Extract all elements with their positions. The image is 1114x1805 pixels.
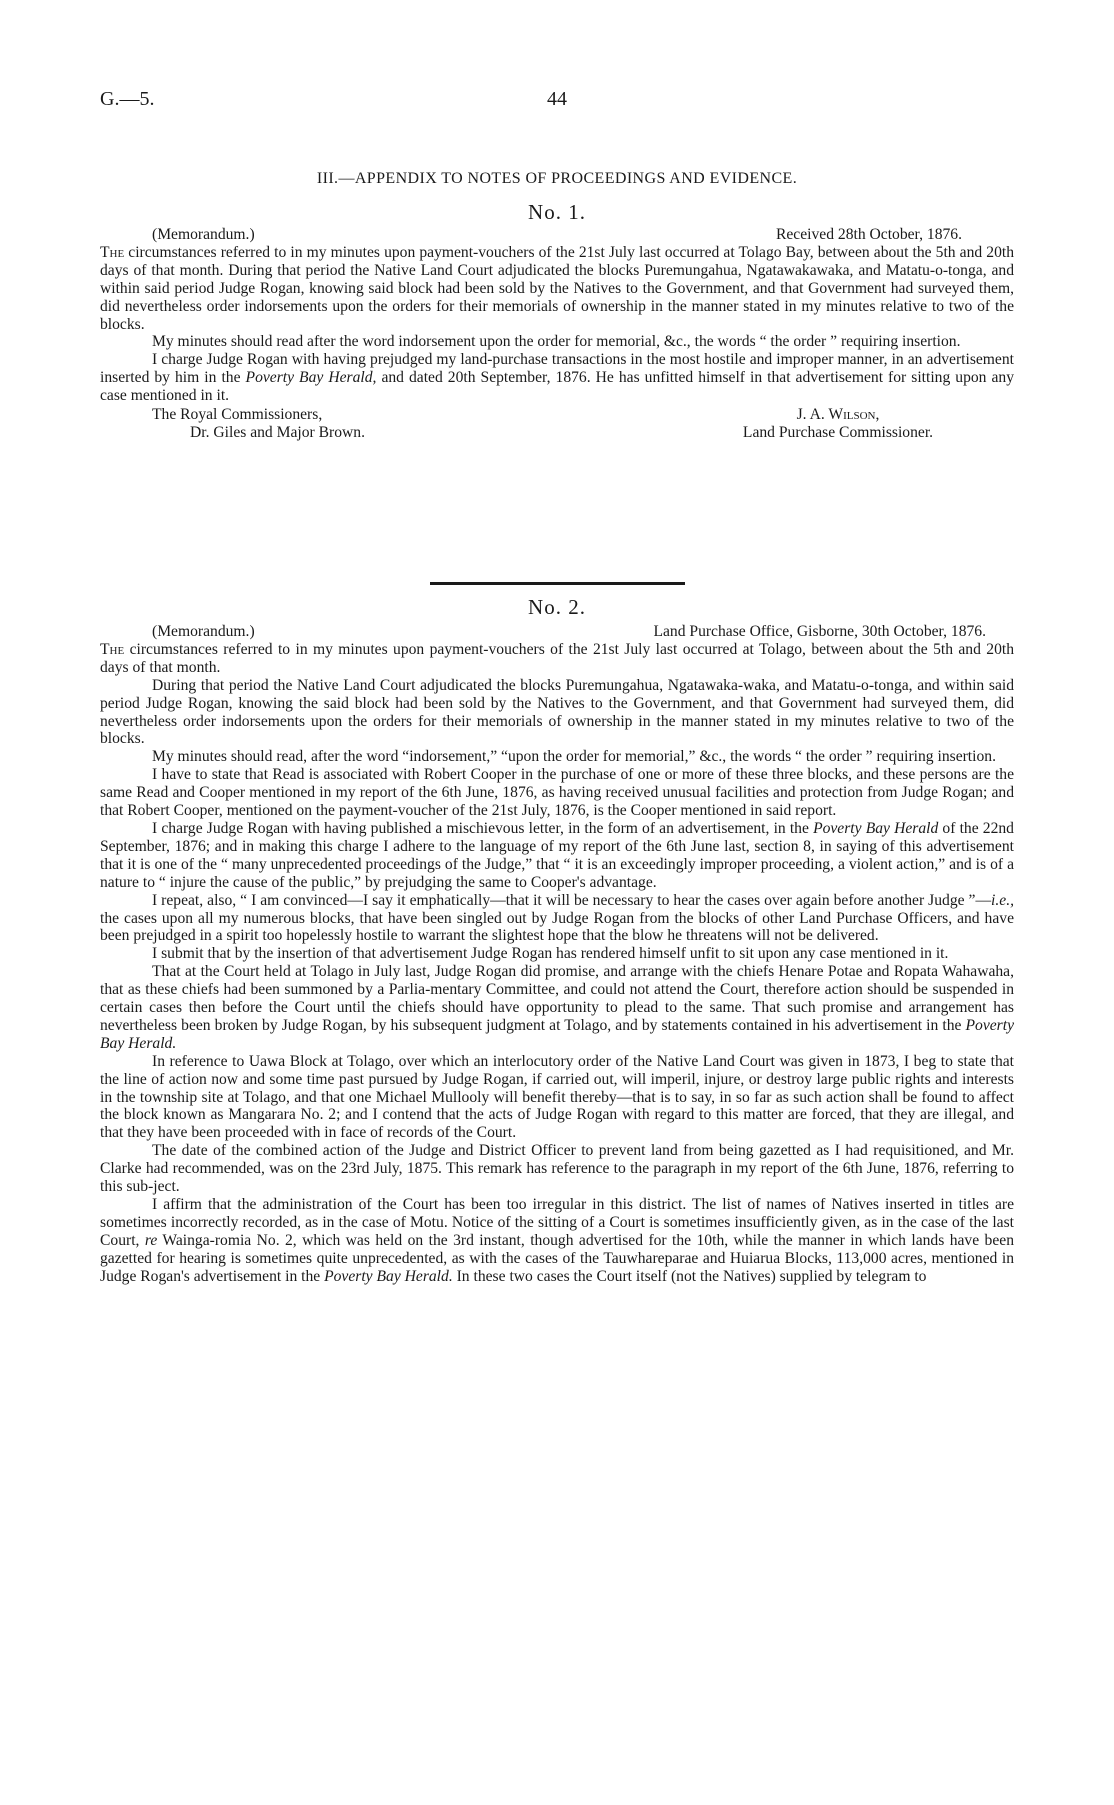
newspaper-title: Poverty Bay Herald xyxy=(813,819,939,837)
document-heading-no-2: No. 2. xyxy=(528,595,586,619)
signer-title: Land Purchase Commissioner. xyxy=(742,423,934,441)
paragraph-text: and dated 20th September, 1876. He has unfitted himself in that advertisement for sitting upon any case mentioned in it. xyxy=(100,369,1015,405)
addressee-line: The Royal Commissioners, xyxy=(152,406,323,424)
addressee-line: Dr. Giles and Major Brown. xyxy=(190,423,365,441)
appendix-title: III.—APPENDIX TO NOTES OF PROCEEDINGS AND EVIDENCE. xyxy=(316,170,798,187)
paragraph-text: That at the Court held at Tolago in July last, Judge Rogan did promise, and arrange with the chiefs Henare Potae and Ropata Wahawaha, that as these chiefs had been summoned by a Parlia-mentary Committee, and could not attend the Court, therefore action should be suspended in certain cases then before the Court until the chiefs should have opportunity to plead to the same. That such promise and arrangement has nevertheless been broken by Judge Rogan, by his subsequent judgment at Tolago, and by statements contained in his advertisement in the xyxy=(100,963,1014,1034)
paragraph xyxy=(100,641,1014,677)
paragraph-text: Wainga-romia No. 2, which was held on the 3rd instant, though advertised for the 10th, while the manner in which lands have been gazetted for hearing is sometimes quite unprecedented, as with the cases of the Tauwhareparae and Huiarua Blocks, 113,000 acres, mentioned in Judge Rogan's advertisement in the xyxy=(100,1231,1014,1285)
newspaper-title: Poverty Bay Herald. xyxy=(324,1267,453,1285)
paragraph: My minutes should read after the word indorsement upon the order for memorial, &c., the words “ the order ” requiring insertion. xyxy=(152,333,961,351)
newspaper-title: Poverty Bay Herald, xyxy=(245,369,377,387)
paragraph: In reference to Uawa Block at Tolago, over which an interlocutory order of the Native Land Court was given in 1873, I beg to state that the line of action now and some time past pursued by Judge Rogan, if carried out, will imperil, injure, or destroy large public rights and interests in the township site at Tolago, and that one Michael Mullooly will benefit thereby—that is to say, in so far as such action shall be found to affect the block known as Mangarara No. 2; and I contend that the acts of Judge Rogan with regard to this matter are forced, that they are illegal, and that they have been proceeded with in face of records of the Court. xyxy=(100,1052,1014,1142)
signatory xyxy=(688,406,988,442)
paragraph-text: of the 22nd September, 1876; and in making this charge I adhere to the language of my report of the 6th June last, section 8, in saying of this advertisement that it is one of the “ many unprecedented proceedings of the Judge,” that “ it is an exceedingly improper proceeding, a violent action,” and is of a nature to “ injure the cause of the public,” by prejudging the same to Cooper's advantage. xyxy=(100,819,1014,891)
section-divider xyxy=(430,582,685,585)
paper-reference: G.—5. xyxy=(100,88,155,110)
paragraph: During that period the Native Land Court adjudicated the blocks Puremungahua, Ngatawaka-waka, and Matatu-o-tonga, and within said period Judge Rogan, knowing the said block had been sold by the Natives to the Government, and that Government had surveyed them, did nevertheless order indorsements upon the orders for their memorials of ownership in the manner stated in my minutes relative to two of the blocks. xyxy=(100,676,1014,748)
paragraph xyxy=(100,244,1014,334)
paragraph: My minutes should read, after the word “indorsement,” “upon the order for memorial,” &c., the words “ the order ” requiring insertion. xyxy=(152,748,996,766)
document-heading-no-1: No. 1. xyxy=(528,200,586,224)
addressee xyxy=(100,406,365,442)
paragraph-text: I repeat, also, “ I am convinced—I say it emphatically—that it will be necessary to hear the cases over again before another Judge ”— xyxy=(152,891,992,909)
paragraph xyxy=(100,1196,1014,1286)
paragraph-text: the cases upon all my numerous blocks, that have been singled out by Judge Rogan from the blocks of other Land Purchase Officers, and have been prejudged in a spirit too hopelessly hostile to warrant the slightest hope that the blow he threatens will not be delivered. xyxy=(100,909,1014,945)
paragraph xyxy=(100,963,1014,1053)
paragraph: I submit that by the insertion of that advertisement Judge Rogan has rendered himself unfit to sit upon any case mentioned in it. xyxy=(152,945,949,963)
paragraph: I have to state that Read is associated with Robert Cooper in the purchase of one or more of these three blocks, and these persons are the same Read and Cooper mentioned in my report of the 6th June, 1876, as having received unusual facilities and protection from Judge Rogan; and that Robert Cooper, mentioned on the payment-voucher of the 21st July, 1876, is the Cooper mentioned in said report. xyxy=(100,766,1014,820)
paragraph-text: I charge Judge Rogan with having published a mischievous letter, in the form of an advertisement, in the xyxy=(152,819,814,837)
paragraph: The date of the combined action of the Judge and District Officer to prevent land from being gazetted as I had requisitioned, and Mr. Clarke had recommended, was on the 23rd July, 1875. This remark has reference to the paragraph in my report of the 6th June, 1876, referring to this sub-ject. xyxy=(100,1142,1014,1196)
memo-header-2 xyxy=(100,623,1014,641)
paragraph xyxy=(100,351,1014,405)
document-1 xyxy=(100,226,1014,442)
received-date: Received 28th October, 1876. xyxy=(775,226,962,243)
lead-word: The xyxy=(100,243,125,261)
lead-word: The xyxy=(100,640,125,658)
paragraph-text: I affirm that the administration of the Court has been too irregular in this district. The list of names of Natives inserted in titles are sometimes incorrectly recorded, as in the case of Motu. Notice of the sitting of a Court is sometimes insufficiently given, as in the case of the last Court, xyxy=(100,1196,1014,1249)
signer-name: J. A. Wilson, xyxy=(796,406,880,424)
signature-block-1 xyxy=(100,406,1014,442)
page-number: 44 xyxy=(547,88,567,110)
paragraph-text: I charge Judge Rogan with having prejudged my land-purchase transactions in the most hostile and improper manner, in an advertisement inserted by him in the xyxy=(100,351,1014,387)
paragraph-text: In these two cases the Court itself (not the Natives) supplied by telegram to xyxy=(452,1267,927,1285)
memo-label: (Memorandum.) xyxy=(152,226,255,243)
memo-label: (Memorandum.) xyxy=(152,623,255,640)
paragraph xyxy=(100,892,1014,946)
italic-abbreviation: i.e., xyxy=(991,891,1014,909)
document-2 xyxy=(100,623,1014,1286)
paragraph xyxy=(100,820,1014,892)
office-and-date: Land Purchase Office, Gisborne, 30th October, 1876. xyxy=(653,623,986,640)
italic-word: re xyxy=(144,1231,158,1249)
paragraph-text: circumstances referred to in my minutes upon payment-vouchers of the 21st July last occurred at Tolago, between about the 5th and 20th days of that month. xyxy=(100,640,1014,676)
newspaper-title: Poverty Bay Herald. xyxy=(100,1016,1014,1052)
memo-header-1 xyxy=(100,226,1014,244)
paragraph-text: circumstances referred to in my minutes upon payment-vouchers of the 21st July last occurred at Tolago Bay, between about the 5th and 20th days of that month. During that period the Native Land Court adjudicated the blocks Puremungahua, Ngatawakawaka, and Matatu-o-tonga, and within said period Judge Rogan, knowing said block had been sold by the Natives to the Government, and that Government had surveyed them, did nevertheless order indorsements upon the orders for their memorials of ownership in the manner stated in my minutes relative to two of the blocks. xyxy=(100,243,1014,333)
